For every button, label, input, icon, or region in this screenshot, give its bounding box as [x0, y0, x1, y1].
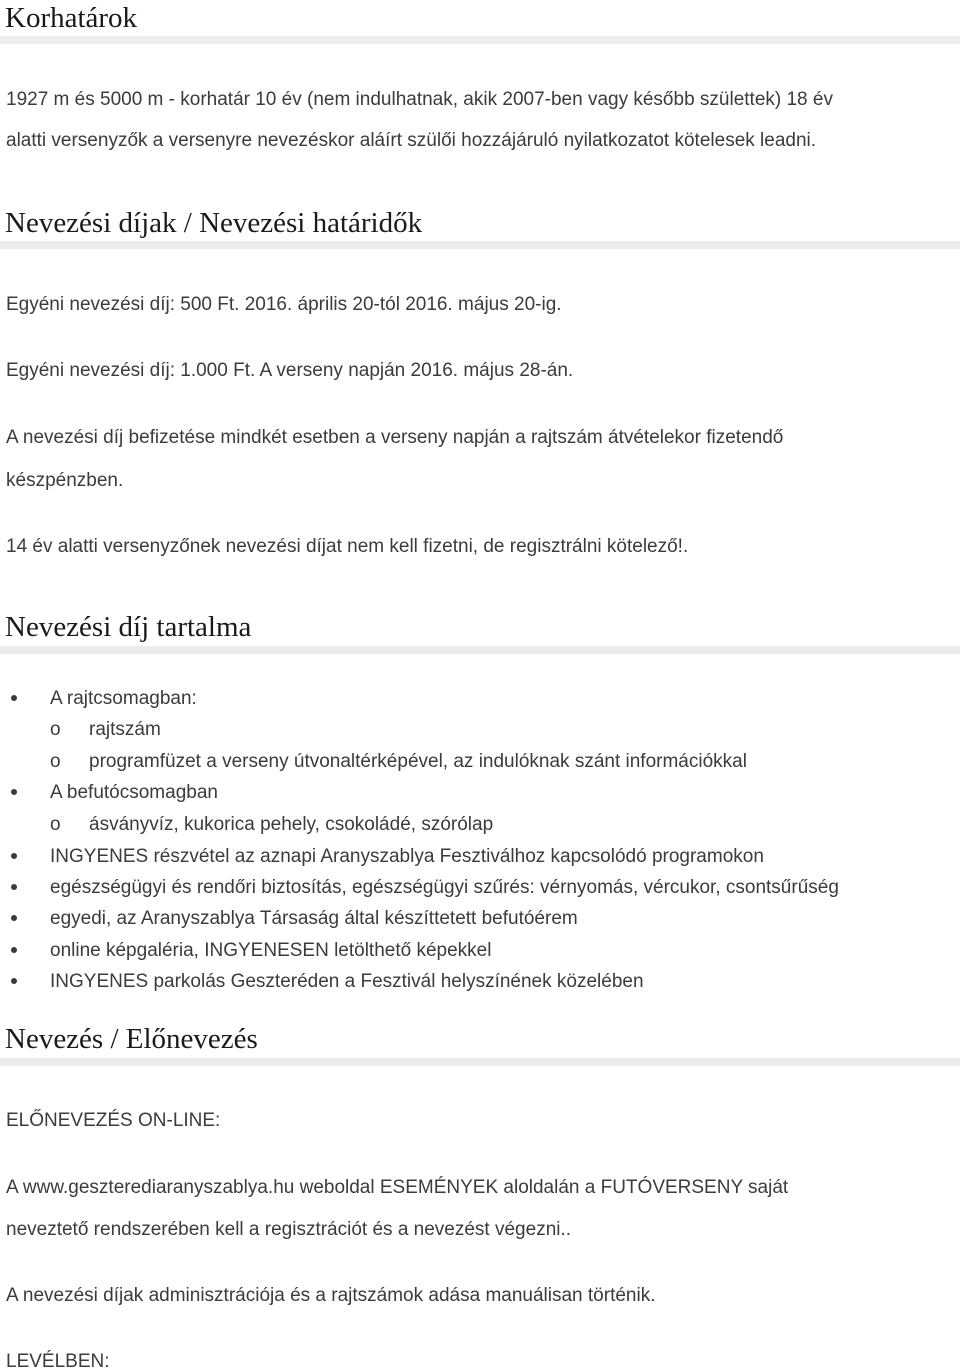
heading-registration: Nevezés / Előnevezés [5, 1023, 258, 1055]
heading-fee-contents: Nevezési díj tartalma [5, 611, 252, 643]
bullet-icon [11, 695, 17, 701]
fee-line-early: Egyéni nevezési díj: 500 Ft. 2016. április 20-tól 2016. május 20-ig. [6, 294, 562, 315]
online-registration-label: ELŐNEVEZÉS ON-LINE: [6, 1110, 221, 1131]
heading-divider [0, 1058, 960, 1066]
age-limits-paragraph-line-1: 1927 m és 5000 m - korhatár 10 év (nem indulhatnak, akik 2007-ben vagy később születtek) 18 év [6, 89, 833, 110]
list-item: INGYENES részvétel az aznapi Aranyszablya Fesztiválhoz kapcsolódó programokon [50, 846, 764, 867]
fee-line-race-day: Egyéni nevezési díj: 1.000 Ft. A verseny napján 2016. május 28-án. [6, 360, 574, 381]
sub-list-item: ásványvíz, kukorica pehely, csokoládé, szórólap [89, 814, 494, 835]
bullet-icon [11, 978, 17, 984]
list-item: egészségügyi és rendőri biztosítás, egészségügyi szűrés: vérnyomás, vércukor, csontsűrűség [50, 877, 839, 898]
bullet-icon [11, 853, 17, 859]
list-item: egyedi, az Aranyszablya Társaság által készíttetett befutóérem [50, 908, 578, 929]
fee-payment-note-line-1: A nevezési díj befizetése mindkét esetben a verseny napján a rajtszám átvételekor fizetendő [6, 427, 784, 448]
heading-divider [0, 241, 960, 249]
sub-bullet-icon: o [50, 719, 61, 740]
bullet-icon [11, 789, 17, 795]
registration-paragraph-line-1: A www.geszterediaranyszablya.hu weboldal ESEMÉNYEK aloldalán a FUTÓVERSENY saját [6, 1177, 789, 1198]
fee-payment-note-line-2: készpénzben. [6, 470, 124, 491]
age-limits-paragraph-line-2: alatti versenyzők a versenyre nevezéskor aláírt szülői hozzájáruló nyilatkozatot kötelesek leadni. [6, 130, 817, 151]
manual-administration-note: A nevezési díjak adminisztrációja és a rajtszámok adása manuálisan történik. [6, 1285, 656, 1306]
sub-list-item: programfüzet a verseny útvonaltérképével, az indulóknak szánt információkkal [89, 751, 747, 772]
list-item: online képgaléria, INGYENESEN letölthető képekkel [50, 940, 492, 961]
bullet-icon [11, 947, 17, 953]
registration-paragraph-line-2: neveztető rendszerében kell a regisztrációt és a nevezést végezni.. [6, 1219, 572, 1240]
heading-divider [0, 36, 960, 44]
bullet-icon [11, 915, 17, 921]
sub-list-item: rajtszám [89, 719, 161, 740]
sub-bullet-icon: o [50, 751, 61, 772]
list-item: INGYENES parkolás Geszteréden a Fesztivál helyszínének közelében [50, 971, 644, 992]
list-item: A befutócsomagban [50, 782, 218, 803]
heading-divider [0, 646, 960, 654]
postal-registration-label: LEVÉLBEN: [6, 1351, 110, 1372]
heading-age-limits: Korhatárok [5, 2, 138, 34]
bullet-icon [11, 884, 17, 890]
fee-under-14-note: 14 év alatti versenyzőnek nevezési díjat nem kell fizetni, de regisztrálni kötelező!. [6, 536, 689, 557]
list-item: A rajtcsomagban: [50, 688, 197, 709]
heading-fees: Nevezési díjak / Nevezési határidők [5, 207, 423, 239]
sub-bullet-icon: o [50, 814, 61, 835]
